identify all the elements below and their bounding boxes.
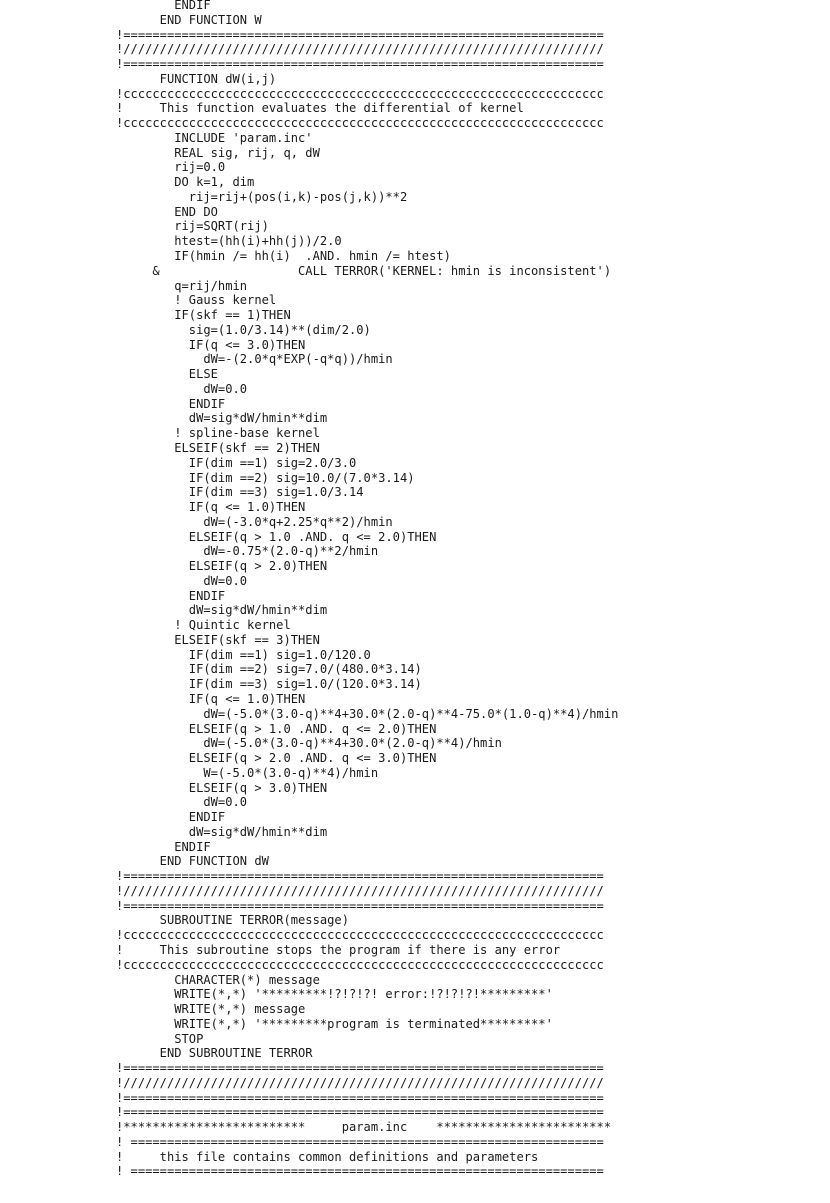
code-line: !================================================================== bbox=[116, 27, 604, 42]
code-line: !cccccccccccccccccccccccccccccccccccccccccccccccccccccccccccccccccc bbox=[116, 86, 604, 101]
code-line: W=(-5.0*(3.0-q)**4)/hmin bbox=[116, 765, 379, 780]
code-line: dW=sig*dW/hmin**dim bbox=[116, 824, 328, 839]
code-line: dW=0.0 bbox=[116, 795, 248, 810]
code-line: ELSEIF(skf == 3)THEN bbox=[116, 632, 320, 647]
code-line: ELSEIF(q > 1.0 .AND. q <= 2.0)THEN bbox=[116, 529, 437, 544]
code-line: IF(dim ==1) sig=2.0/3.0 bbox=[116, 455, 357, 470]
code-line: END FUNCTION dW bbox=[116, 854, 269, 869]
code-line: dW=sig*dW/hmin**dim bbox=[116, 603, 328, 618]
code-line: IF(q <= 1.0)THEN bbox=[116, 500, 306, 515]
code-line: dW=(-5.0*(3.0-q)**4+30.0*(2.0-q)**4)/hmin bbox=[116, 736, 502, 751]
code-line: ELSE bbox=[116, 367, 218, 382]
code-line: !************************* param.inc ************************ bbox=[116, 1120, 612, 1135]
code-line: ! spline-base kernel bbox=[116, 426, 320, 441]
code-line: IF(hmin /= hh(i) .AND. hmin /= htest) bbox=[116, 249, 451, 264]
code-line: END DO bbox=[116, 204, 218, 219]
code-line: ENDIF bbox=[116, 0, 211, 12]
code-line: dW=-0.75*(2.0-q)**2/hmin bbox=[116, 544, 379, 559]
code-line: DO k=1, dim bbox=[116, 175, 255, 190]
code-line: IF(dim ==3) sig=1.0/3.14 bbox=[116, 485, 364, 500]
code-line: !cccccccccccccccccccccccccccccccccccccccccccccccccccccccccccccccccc bbox=[116, 957, 604, 972]
code-line: !================================================================== bbox=[116, 1090, 604, 1105]
code-line: ENDIF bbox=[116, 839, 211, 854]
code-line: IF(q <= 1.0)THEN bbox=[116, 691, 306, 706]
code-line: !////////////////////////////////////////////////////////////////// bbox=[116, 883, 604, 898]
code-line: dW=(-5.0*(3.0-q)**4+30.0*(2.0-q)**4-75.0*(1.0-q)**4)/hmin bbox=[116, 706, 619, 721]
code-line: ! Quintic kernel bbox=[116, 618, 291, 633]
code-line: WRITE(*,*) '*********program is terminated*********' bbox=[116, 1016, 553, 1031]
code-line: END SUBROUTINE TERROR bbox=[116, 1046, 313, 1061]
code-line: ELSEIF(q > 3.0)THEN bbox=[116, 780, 328, 795]
code-line: ! This subroutine stops the program if there is any error bbox=[116, 943, 561, 957]
code-line: rij=rij+(pos(i,k)-pos(j,k))**2 bbox=[116, 189, 408, 204]
code-line: dW=0.0 bbox=[116, 381, 248, 396]
code-line: IF(skf == 1)THEN bbox=[116, 308, 291, 323]
code-line: SUBROUTINE TERROR(message) bbox=[116, 913, 349, 928]
code-line: dW=(-3.0*q+2.25*q**2)/hmin bbox=[116, 514, 393, 529]
code-line: ELSEIF(q > 2.0 .AND. q <= 3.0)THEN bbox=[116, 751, 437, 766]
code-line: q=rij/hmin bbox=[116, 278, 248, 293]
code-line: ! Gauss kernel bbox=[116, 293, 277, 308]
code-line: !================================================================== bbox=[116, 869, 604, 884]
code-line: ! this file contains common definitions and parameters bbox=[116, 1149, 539, 1164]
code-line: ! ================================================================= bbox=[116, 1164, 604, 1179]
code-line: IF(q <= 3.0)THEN bbox=[116, 337, 306, 352]
code-line: !////////////////////////////////////////////////////////////////// bbox=[116, 42, 604, 57]
code-line: !================================================================== bbox=[116, 57, 604, 72]
code-line: STOP bbox=[116, 1031, 204, 1046]
code-line: ! ================================================================= bbox=[116, 1134, 604, 1149]
code-line: IF(dim ==2) sig=7.0/(480.0*3.14) bbox=[116, 662, 422, 677]
code-line: WRITE(*,*) '*********!?!?!?! error:!?!?!?!*********' bbox=[116, 987, 553, 1002]
code-line: & CALL TERROR('KERNEL: hmin is inconsistent') bbox=[116, 263, 612, 278]
code-line: rij=SQRT(rij) bbox=[116, 219, 269, 234]
code-line: htest=(hh(i)+hh(j))/2.0 bbox=[116, 234, 342, 249]
code-line: CHARACTER(*) message bbox=[116, 972, 320, 987]
code-line: FUNCTION dW(i,j) bbox=[116, 71, 277, 86]
code-line: REAL sig, rij, q, dW bbox=[116, 145, 320, 160]
code-line: !cccccccccccccccccccccccccccccccccccccccccccccccccccccccccccccccccc bbox=[116, 116, 604, 131]
code-line: ENDIF bbox=[116, 588, 226, 603]
fortran-code-listing bbox=[116, 0, 618, 1179]
code-line: END FUNCTION W bbox=[116, 12, 262, 27]
code-line: IF(dim ==2) sig=10.0/(7.0*3.14) bbox=[116, 470, 415, 485]
code-line: ENDIF bbox=[116, 396, 226, 411]
code-line: dW=0.0 bbox=[116, 573, 248, 588]
code-line: IF(dim ==3) sig=1.0/(120.0*3.14) bbox=[116, 677, 422, 692]
code-line: !////////////////////////////////////////////////////////////////// bbox=[116, 1075, 604, 1090]
code-line: dW=-(2.0*q*EXP(-q*q))/hmin bbox=[116, 352, 393, 367]
code-line: ! This function evaluates the differential of kernel bbox=[116, 101, 524, 116]
code-line: !================================================================== bbox=[116, 898, 604, 913]
code-line: ELSEIF(skf == 2)THEN bbox=[116, 440, 320, 455]
code-line: ENDIF bbox=[116, 810, 226, 825]
code-line: WRITE(*,*) message bbox=[116, 1002, 306, 1017]
code-line: rij=0.0 bbox=[116, 160, 226, 175]
code-line: !cccccccccccccccccccccccccccccccccccccccccccccccccccccccccccccccccc bbox=[116, 928, 604, 943]
code-line: !================================================================== bbox=[116, 1061, 604, 1076]
code-line: INCLUDE 'param.inc' bbox=[116, 130, 313, 145]
code-line: !================================================================== bbox=[116, 1105, 604, 1120]
code-line: ELSEIF(q > 1.0 .AND. q <= 2.0)THEN bbox=[116, 721, 437, 736]
code-line: dW=sig*dW/hmin**dim bbox=[116, 411, 328, 426]
code-line: ELSEIF(q > 2.0)THEN bbox=[116, 559, 328, 574]
code-line: sig=(1.0/3.14)**(dim/2.0) bbox=[116, 322, 371, 337]
code-line: IF(dim ==1) sig=1.0/120.0 bbox=[116, 647, 371, 662]
